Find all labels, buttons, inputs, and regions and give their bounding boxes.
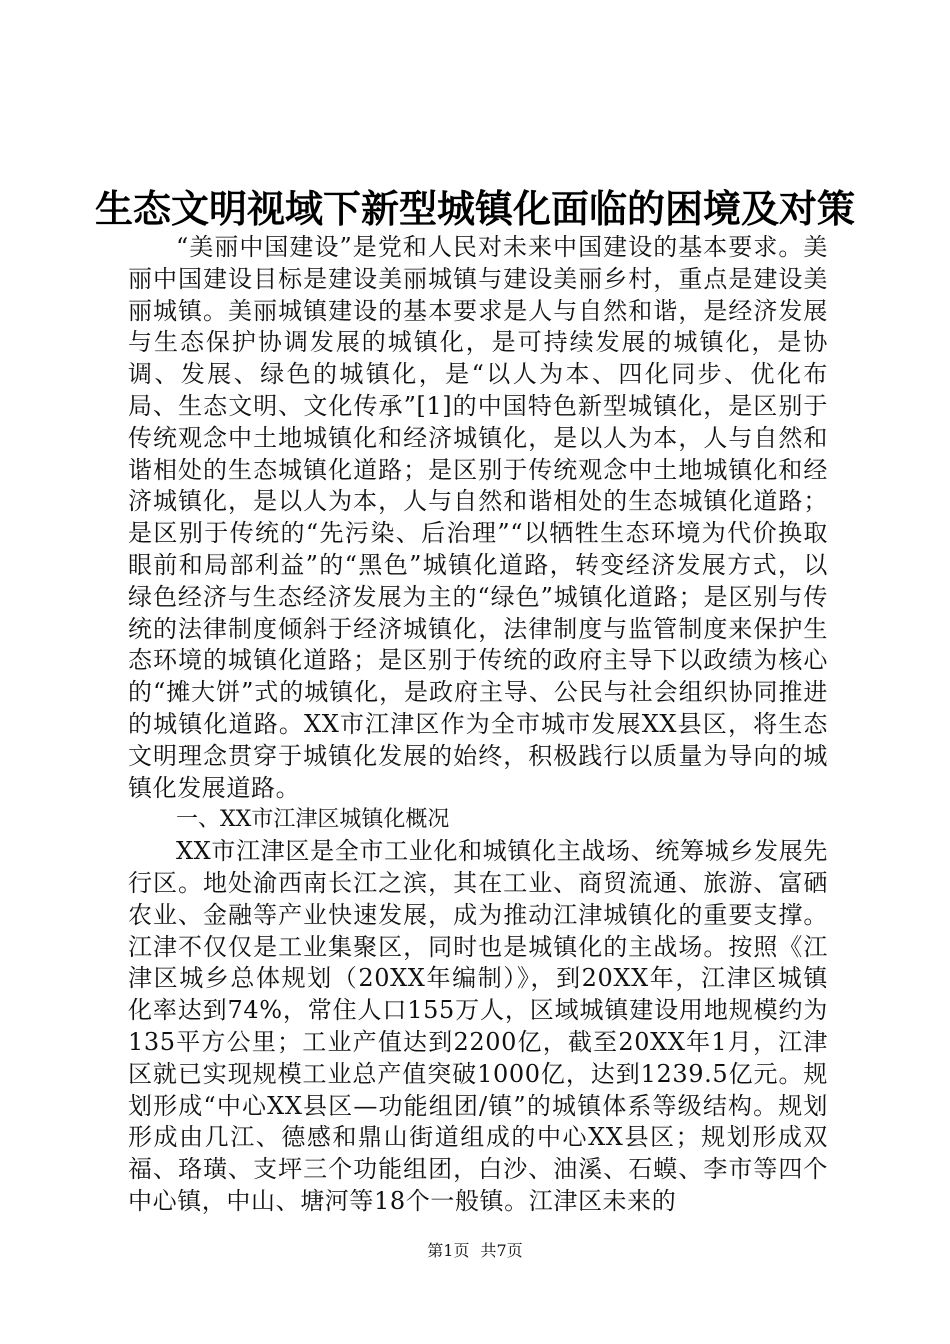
page-footer (0, 1240, 950, 1262)
document-body (128, 232, 828, 1218)
page-title: 生态文明视域下新型城镇化面临的困境及对策 (94, 187, 855, 231)
page-total: 共7页 (480, 1241, 523, 1260)
section-heading: 一、XX市江津区城镇化概况 (176, 807, 450, 833)
intro-paragraph: “美丽中国建设”是党和人民对未来中国建设的基本要求。美丽中国建设目标是建设美丽城镇与建设美丽乡村，重点是建设美丽城镇。美丽城镇建设的基本要求是人与自然和谐，是经济发展与生态保护协调发展的城镇化，是可持续发展的城镇化，是协调、发展、绿色的城镇化，是“以人为本、四化同步、优化布局、生态文明、文化传承”[1]的中国特色新型城镇化，是区别于传统观念中土地城镇化和经济城镇化，是以人为本，人与自然和谐相处的生态城镇化道路；是区别于传统观念中土地城镇化和经济城镇化，是以人为本，人与自然和谐相处的生态城镇化道路；是区别于传统的“先污染、后治理”“以牺牲生态环境为代价换取眼前和局部利益”的“黑色”城镇化道路，转变经济发展方式，以绿色经济与生态经济发展为主的“绿色”城镇化道路；是区别与传统的法律制度倾斜于经济城镇化，法律制度与监管制度来保护生态环境的城镇化道路；是区别于传统的政府主导下以政绩为核心的“摊大饼”式的城镇化，是政府主导、公民与社会组织协同推进的城镇化道路。XX市江津区作为全市城市发展XX县区，将生态文明理念贯穿于城镇化发展的始终，积极践行以质量为导向的城镇化发展道路。 (128, 233, 828, 802)
section-paragraph: XX市江津区是全市工业化和城镇化主战场、统筹城乡发展先行区。地处渝西南长江之滨，其在工业、商贸流通、旅游、富硒农业、金融等产业快速发展，成为推动江津城镇化的重要支撑。江津不仅仅是工业集聚区，同时也是城镇化的主战场。按照《江津区城乡总体规划（20XX年编制）》，到20XX年，江津区城镇化率达到74%，常住人口155万人，区域城镇建设用地规模约为135平方公里；工业产值达到2200亿，截至20XX年1月，江津区就已实现规模工业总产值突破1000亿，达到1239.5亿元。规划形成“中心XX县区—功能组团/镇”的城镇体系等级结构。规划形成由几江、德感和鼎山街道组成的中心XX县区；规划形成双福、珞璜、支坪三个功能组团，白沙、油溪、石蟆、李市等四个中心镇，中山、塘河等18个一般镇。江津区未来的 (128, 837, 828, 1215)
page-number: 第1页 (427, 1241, 470, 1260)
